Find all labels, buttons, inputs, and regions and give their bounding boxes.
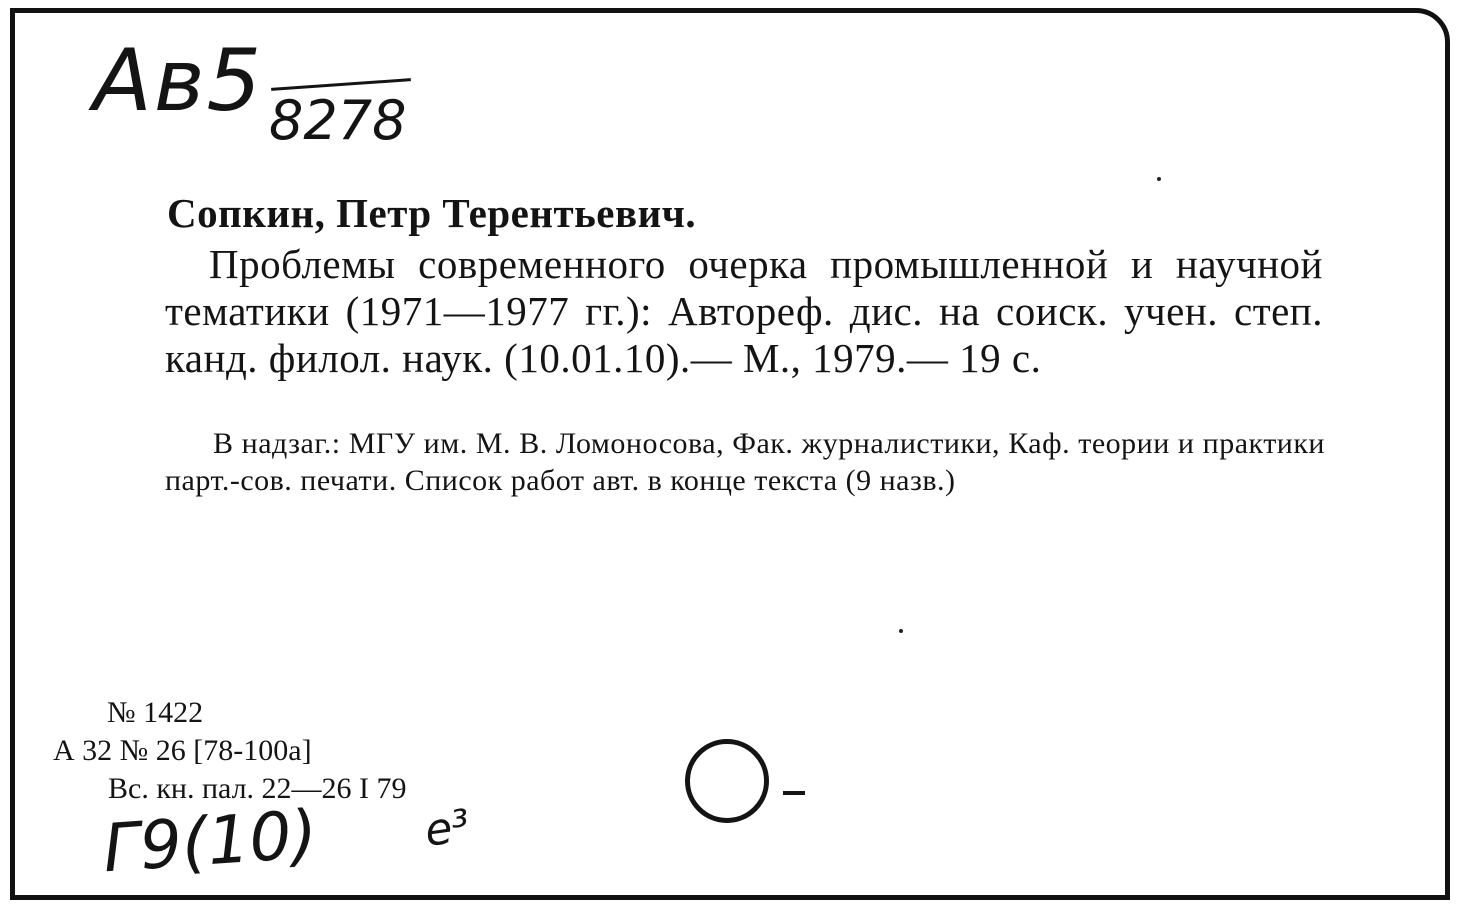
shelfmark-number: 8278 [269,89,407,152]
circle-stamp-icon [685,739,769,823]
shelfmark-code: Ав5 [93,31,264,131]
handwritten-classification: Г9(10) [100,795,320,888]
catalog-line-chamber: Вс. кн. пал. 22—26 I 79 [108,772,407,805]
bibliographic-note: В надзаг.: МГУ им. М. В. Ломоносова, Фак. журналистики, Каф. теории и практики парт.-сов. печати. Список работ авт. в конце текста (9 назв.) [165,427,1325,497]
catalog-card [10,8,1450,900]
catalog-line-number: № 1422 [107,696,204,729]
catalog-line-registry: А 32 № 26 [78-100а] [53,734,312,767]
handwritten-mark: е³ [421,800,474,857]
bibliographic-description: Проблемы современного очерка промышленной и научной тематики (1971—1977 гг.): Автореф. дис. на соиск. учен. степ. канд. филол. наук. (10.01.10).— М., 1979.— 19 с. [165,241,1323,381]
dust-speck [899,629,903,633]
stamp-dash [783,791,805,795]
author-heading: Сопкин, Петр Терентьевич. [167,190,697,236]
dust-speck [1157,177,1161,181]
